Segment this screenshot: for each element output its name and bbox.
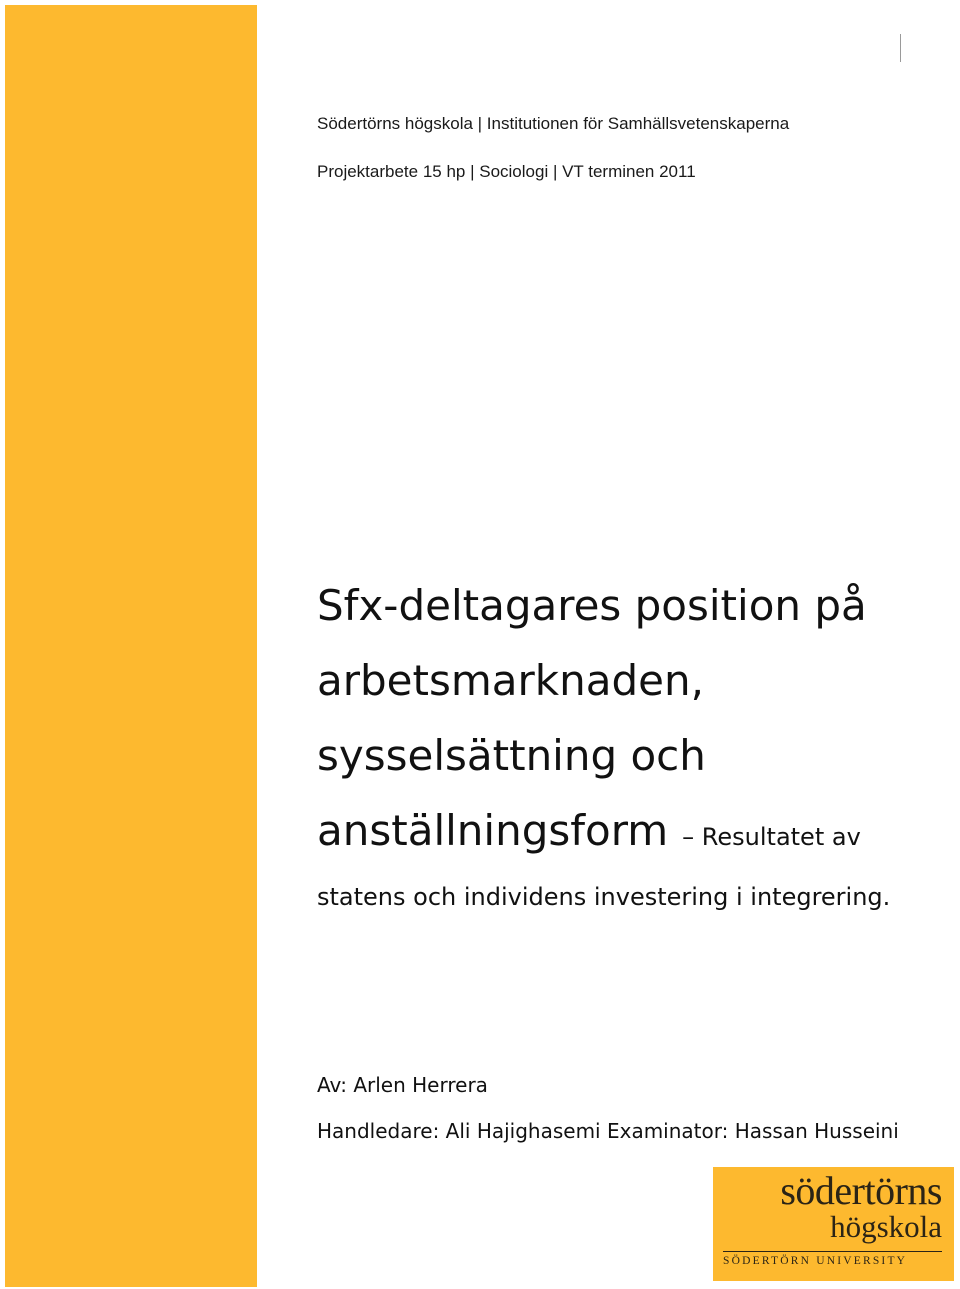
title-line-3: sysselsättning och — [317, 731, 706, 780]
subtitle-part-2: statens och individens investering i integrering. — [317, 883, 891, 911]
title-line-1: Sfx-deltagares position på — [317, 581, 867, 630]
logo-university-name: SÖDERTÖRN UNIVERSITY — [723, 1255, 908, 1267]
author-line: Av: Arlen Herrera — [317, 1073, 488, 1097]
title-line-4-text: anställningsform — [317, 806, 669, 855]
logo-wordmark-line-1: södertörns — [780, 1168, 942, 1213]
subtitle-part-1: – Resultatet av — [682, 823, 861, 851]
title-line-2: arbetsmarknaden, — [317, 656, 704, 705]
logo-divider — [723, 1251, 942, 1252]
page-corner-mark — [900, 34, 901, 62]
institution-header: Södertörns högskola | Institutionen för Samhällsvetenskaperna — [317, 114, 790, 133]
university-logo — [713, 1167, 954, 1281]
logo-wordmark-line-2: högskola — [830, 1209, 942, 1244]
title-line-4 — [317, 806, 861, 855]
supervisors-line: Handledare: Ali Hajighasemi Examinator: Hassan Husseini — [317, 1119, 899, 1143]
course-header: Projektarbete 15 hp | Sociologi | VT terminen 2011 — [317, 162, 696, 181]
decorative-sidebar — [5, 5, 257, 1287]
